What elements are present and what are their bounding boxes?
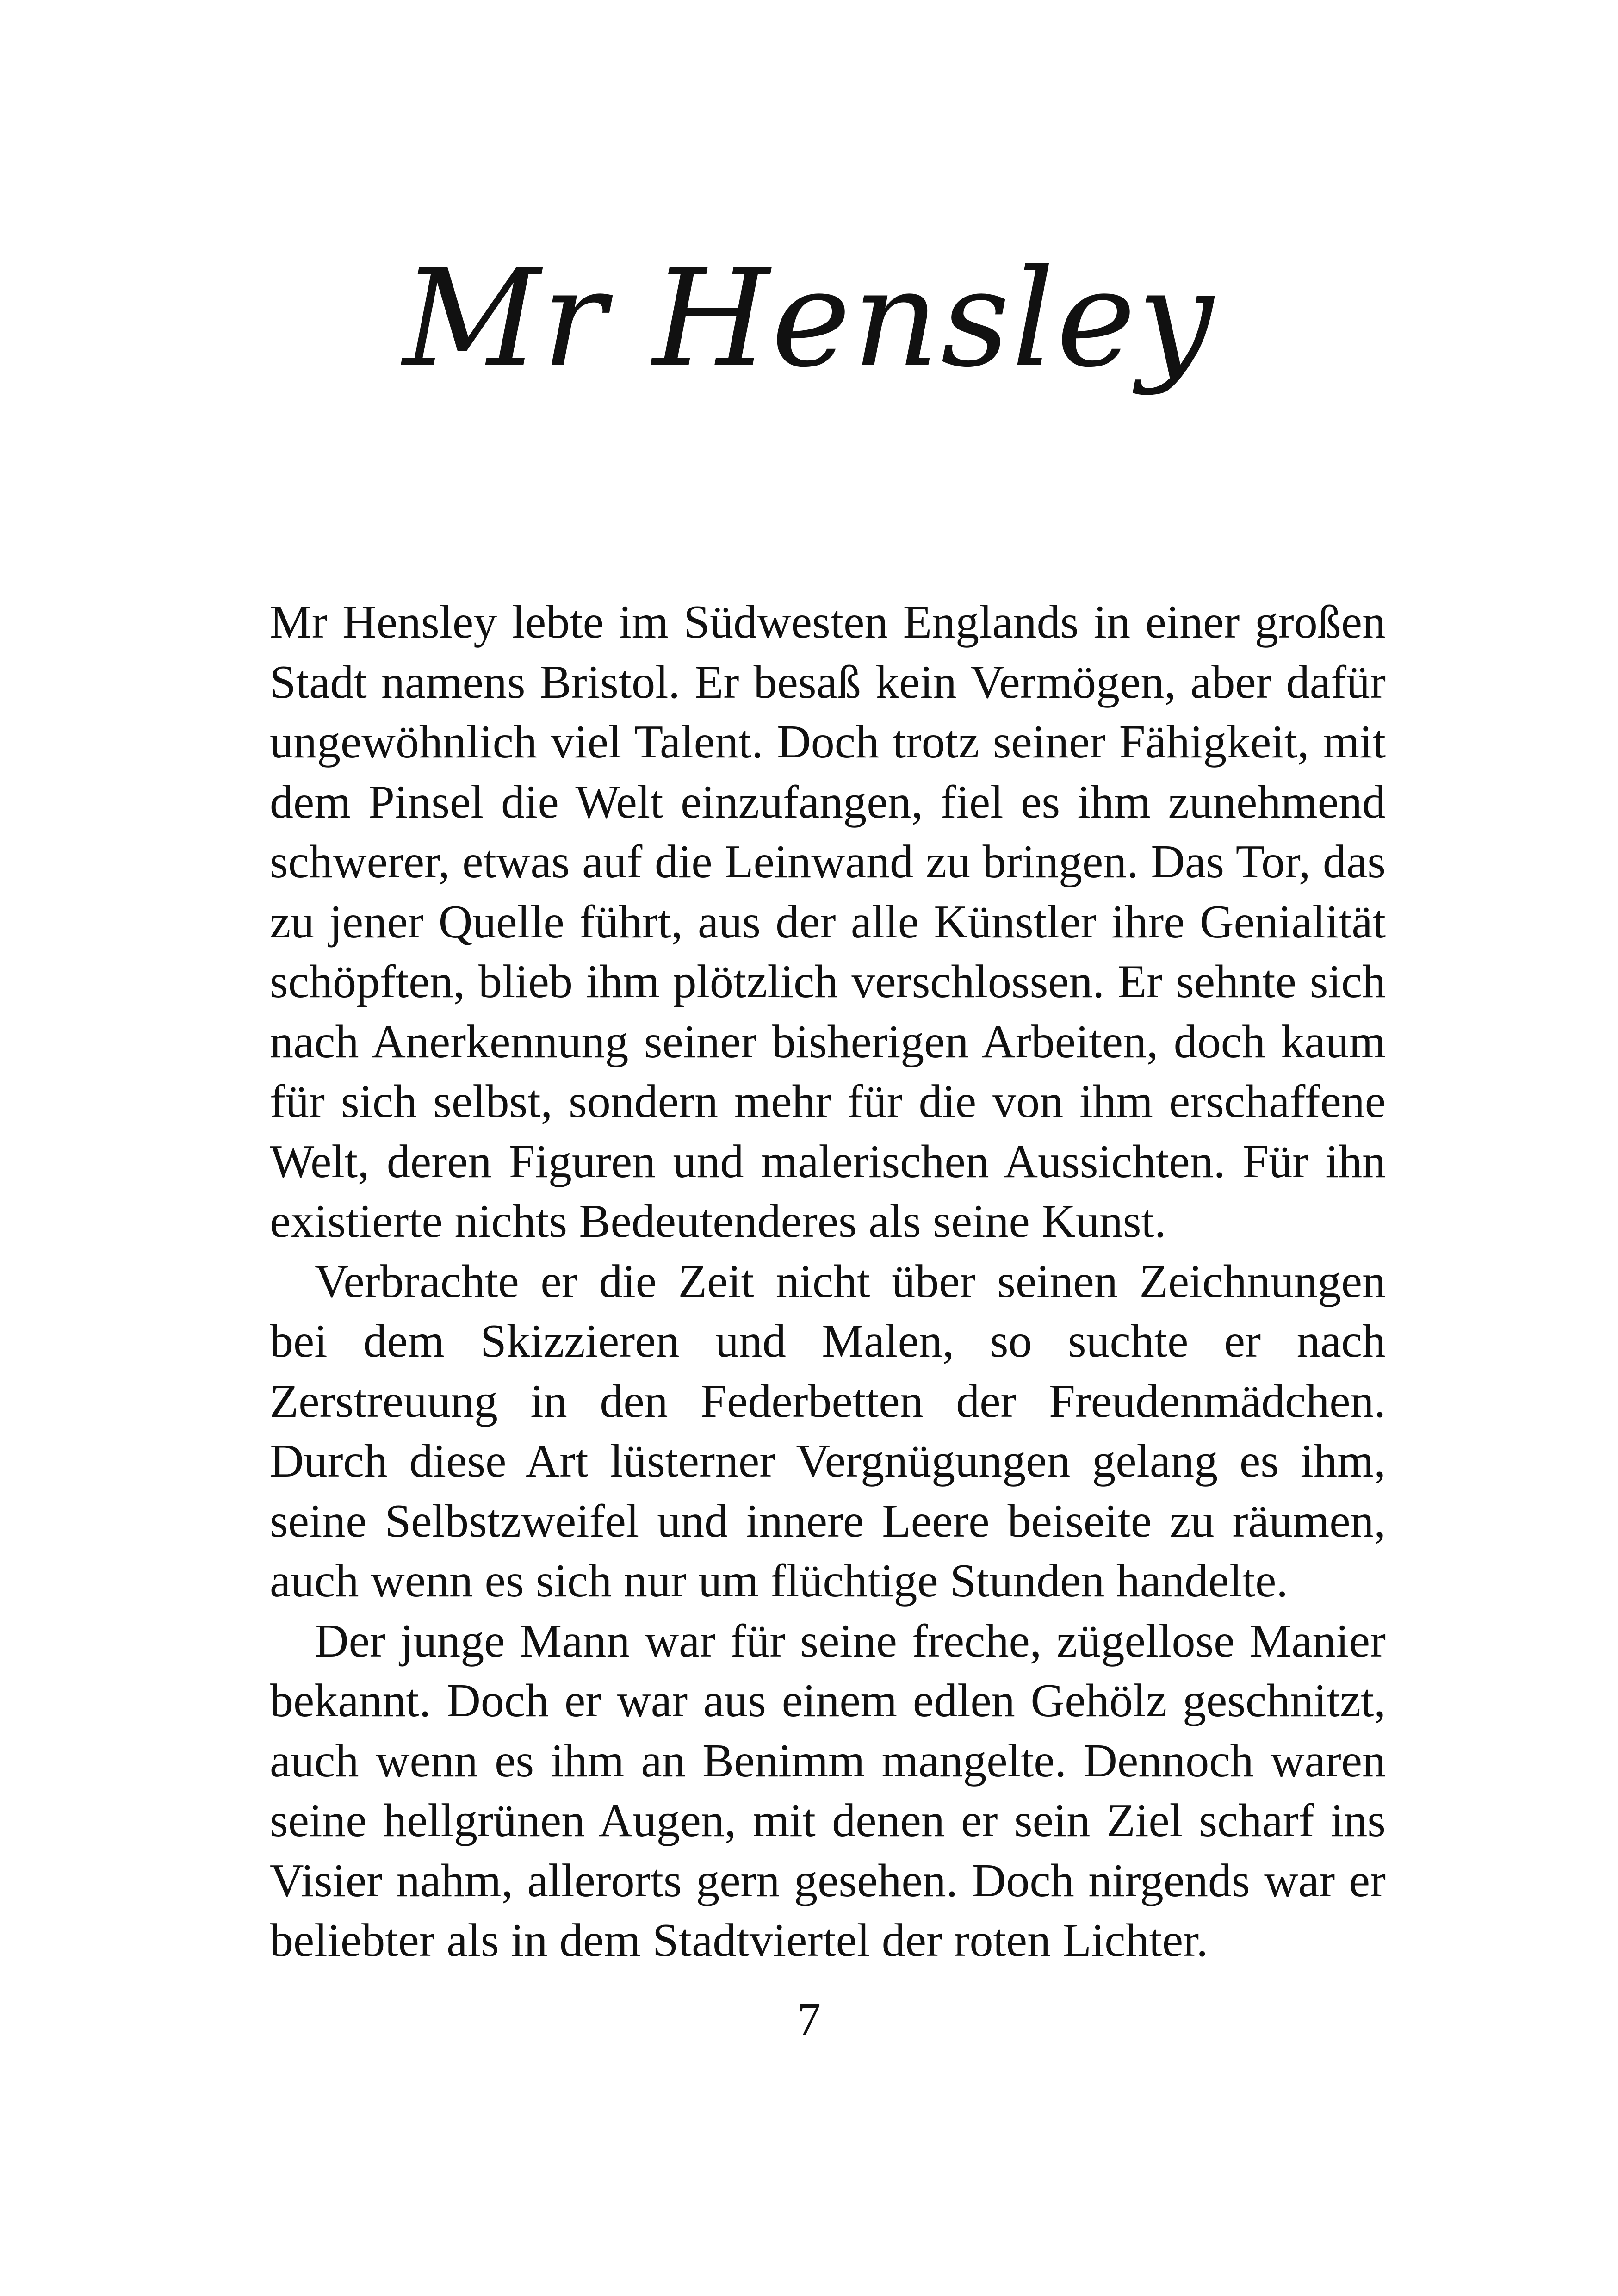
paragraph: Der junge Mann war für seine freche, zügellose Manier bekannt. Doch er war aus einem edlen Gehölz geschnitzt, auch wenn es ihm an Benimm mangelte. Dennoch waren seine hellgrünen Augen, mit denen er sein Ziel scharf ins Visier nahm, allerorts gern gesehen. Doch nirgends war er beliebter als in dem Stadtviertel der roten Lichter. — [270, 1614, 1386, 1967]
paragraph: Verbrachte er die Zeit nicht über seinen Zeichnungen bei dem Skizzieren und Malen, so suchte er nach Zerstreuung in den Federbetten der Freudenmädchen. Durch diese Art lüsterner Vergnügungen gelang es ihm, seine Selbstzweifel und innere Leere beiseite zu räumen, auch wenn es sich nur um flüchtige Stunden handelte. — [270, 1255, 1386, 1607]
chapter-body — [270, 592, 1386, 1971]
paragraph: Mr Hensley lebte im Südwesten Englands in einer großen Stadt namens Bristol. Er besaß kein Vermögen, aber dafür ungewöhnlich viel Talent. Doch trotz seiner Fähigkeit, mit dem Pinsel die Welt einzufangen, fiel es ihm zunehmend schwerer, etwas auf die Leinwand zu bringen. Das Tor, das zu jener Quelle führt, aus der alle Künstler ihre Genialität schöpften, blieb ihm plötzlich verschlossen. Er sehnte sich nach Anerkennung seiner bisherigen Arbeiten, doch kaum für sich selbst, sondern mehr für die von ihm erschaffene Welt, deren Figuren und malerischen Aussichten. Für ihn existierte nichts Bedeutenderes als seine Kunst. — [270, 596, 1386, 1247]
chapter-title: Mr Hensley — [403, 241, 1215, 397]
page-number: 7 — [797, 1993, 821, 2046]
